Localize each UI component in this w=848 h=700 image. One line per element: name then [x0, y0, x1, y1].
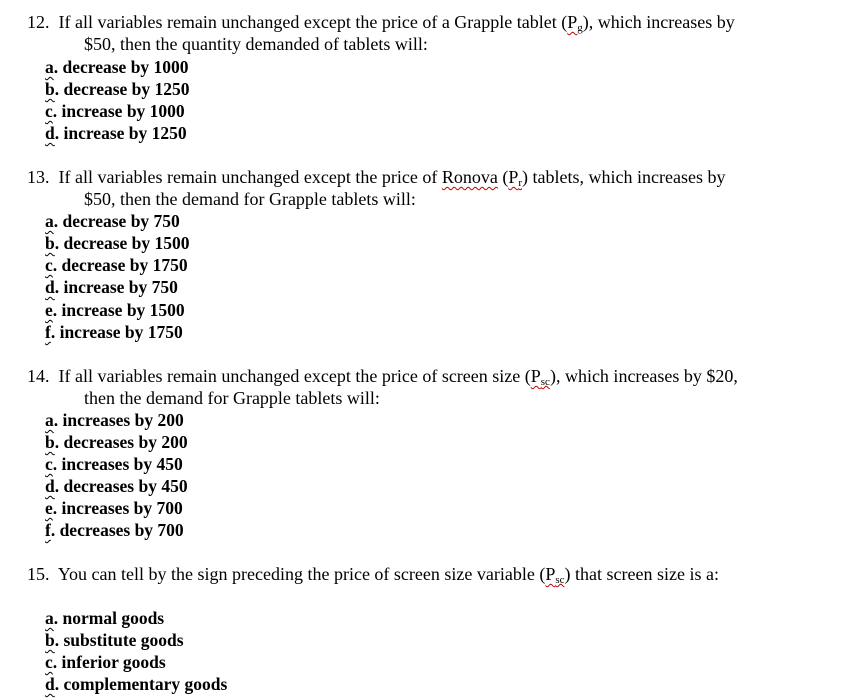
question-14-option-b[interactable]: b. decreases by 200	[45, 432, 188, 452]
question-13-option-c[interactable]: c. decrease by 1750	[45, 255, 188, 275]
question-14-option-c[interactable]: c. increases by 450	[45, 454, 183, 474]
question-14-stem-line-2: then the demand for Grapple tablets will:	[84, 388, 380, 408]
question-15-option-b[interactable]: b. substitute goods	[45, 630, 184, 650]
question-15-stem-line-1	[27, 563, 719, 591]
question-13-option-b[interactable]: b. decrease by 1500	[45, 233, 190, 253]
question-13-price-symbol: Pr	[508, 167, 523, 189]
question-13-option-a[interactable]: a. decrease by 750	[45, 211, 180, 231]
question-15-text-b: ) that screen size is a:	[564, 564, 719, 584]
question-14-option-e[interactable]: e. increases by 700	[45, 498, 183, 518]
question-12-option-a[interactable]: a. decrease by 1000	[45, 57, 189, 77]
question-13-option-e[interactable]: e. increase by 1500	[45, 300, 185, 320]
question-13-option-d[interactable]: d. increase by 750	[45, 277, 178, 297]
question-12-option-c[interactable]: c. increase by 1000	[45, 101, 185, 121]
question-12-text-b: ), which increases by	[582, 12, 735, 32]
question-12-text-a: If all variables remain unchanged except the price of a Grapple tablet (	[58, 12, 568, 32]
question-13-text-c: ) tablets, which increases by	[522, 167, 726, 187]
question-13-text-a: If all variables remain unchanged except the price of	[58, 167, 442, 187]
question-15-number: 15.	[27, 564, 50, 584]
question-14-option-f[interactable]: f. decreases by 700	[45, 520, 184, 540]
question-13-stem-line-1: 13. If all variables remain unchanged except the price of Ronova (Pr) tablets, which increases by	[27, 167, 726, 189]
question-15-option-c[interactable]: c. inferior goods	[45, 652, 166, 672]
question-12-option-d[interactable]: d. increase by 1250	[45, 123, 187, 143]
question-15-option-a[interactable]: a. normal goods	[45, 608, 165, 628]
question-13-stem-line-2: $50, then the demand for Grapple tablets will:	[84, 189, 416, 209]
question-14-option-a[interactable]: a. increases by 200	[45, 410, 184, 430]
question-14-price-symbol: Psc	[530, 366, 550, 388]
question-15-option-d[interactable]: d. complementary goods	[45, 674, 228, 694]
question-14-text-b: ), which increases by $20,	[549, 366, 738, 386]
question-13-option-f[interactable]: f. increase by 1750	[45, 322, 183, 342]
question-14-option-d[interactable]: d. decreases by 450	[45, 476, 188, 496]
question-13-number: 13.	[27, 167, 50, 187]
question-12-number: 12.	[27, 12, 50, 32]
question-15-text-a: You can tell by the sign preceding the price of screen size variable (	[57, 564, 546, 584]
question-12-price-symbol: Pg	[567, 12, 583, 34]
question-15-price-symbol: Psc	[545, 564, 565, 586]
question-14-text-a: If all variables remain unchanged except the price of screen size (	[58, 366, 531, 386]
question-13-brand: Ronova	[441, 167, 498, 187]
question-12-option-b[interactable]: b. decrease by 1250	[45, 79, 190, 99]
question-14-number: 14.	[27, 366, 50, 386]
question-12-stem-line-2: $50, then the quantity demanded of tablets will:	[84, 34, 428, 54]
